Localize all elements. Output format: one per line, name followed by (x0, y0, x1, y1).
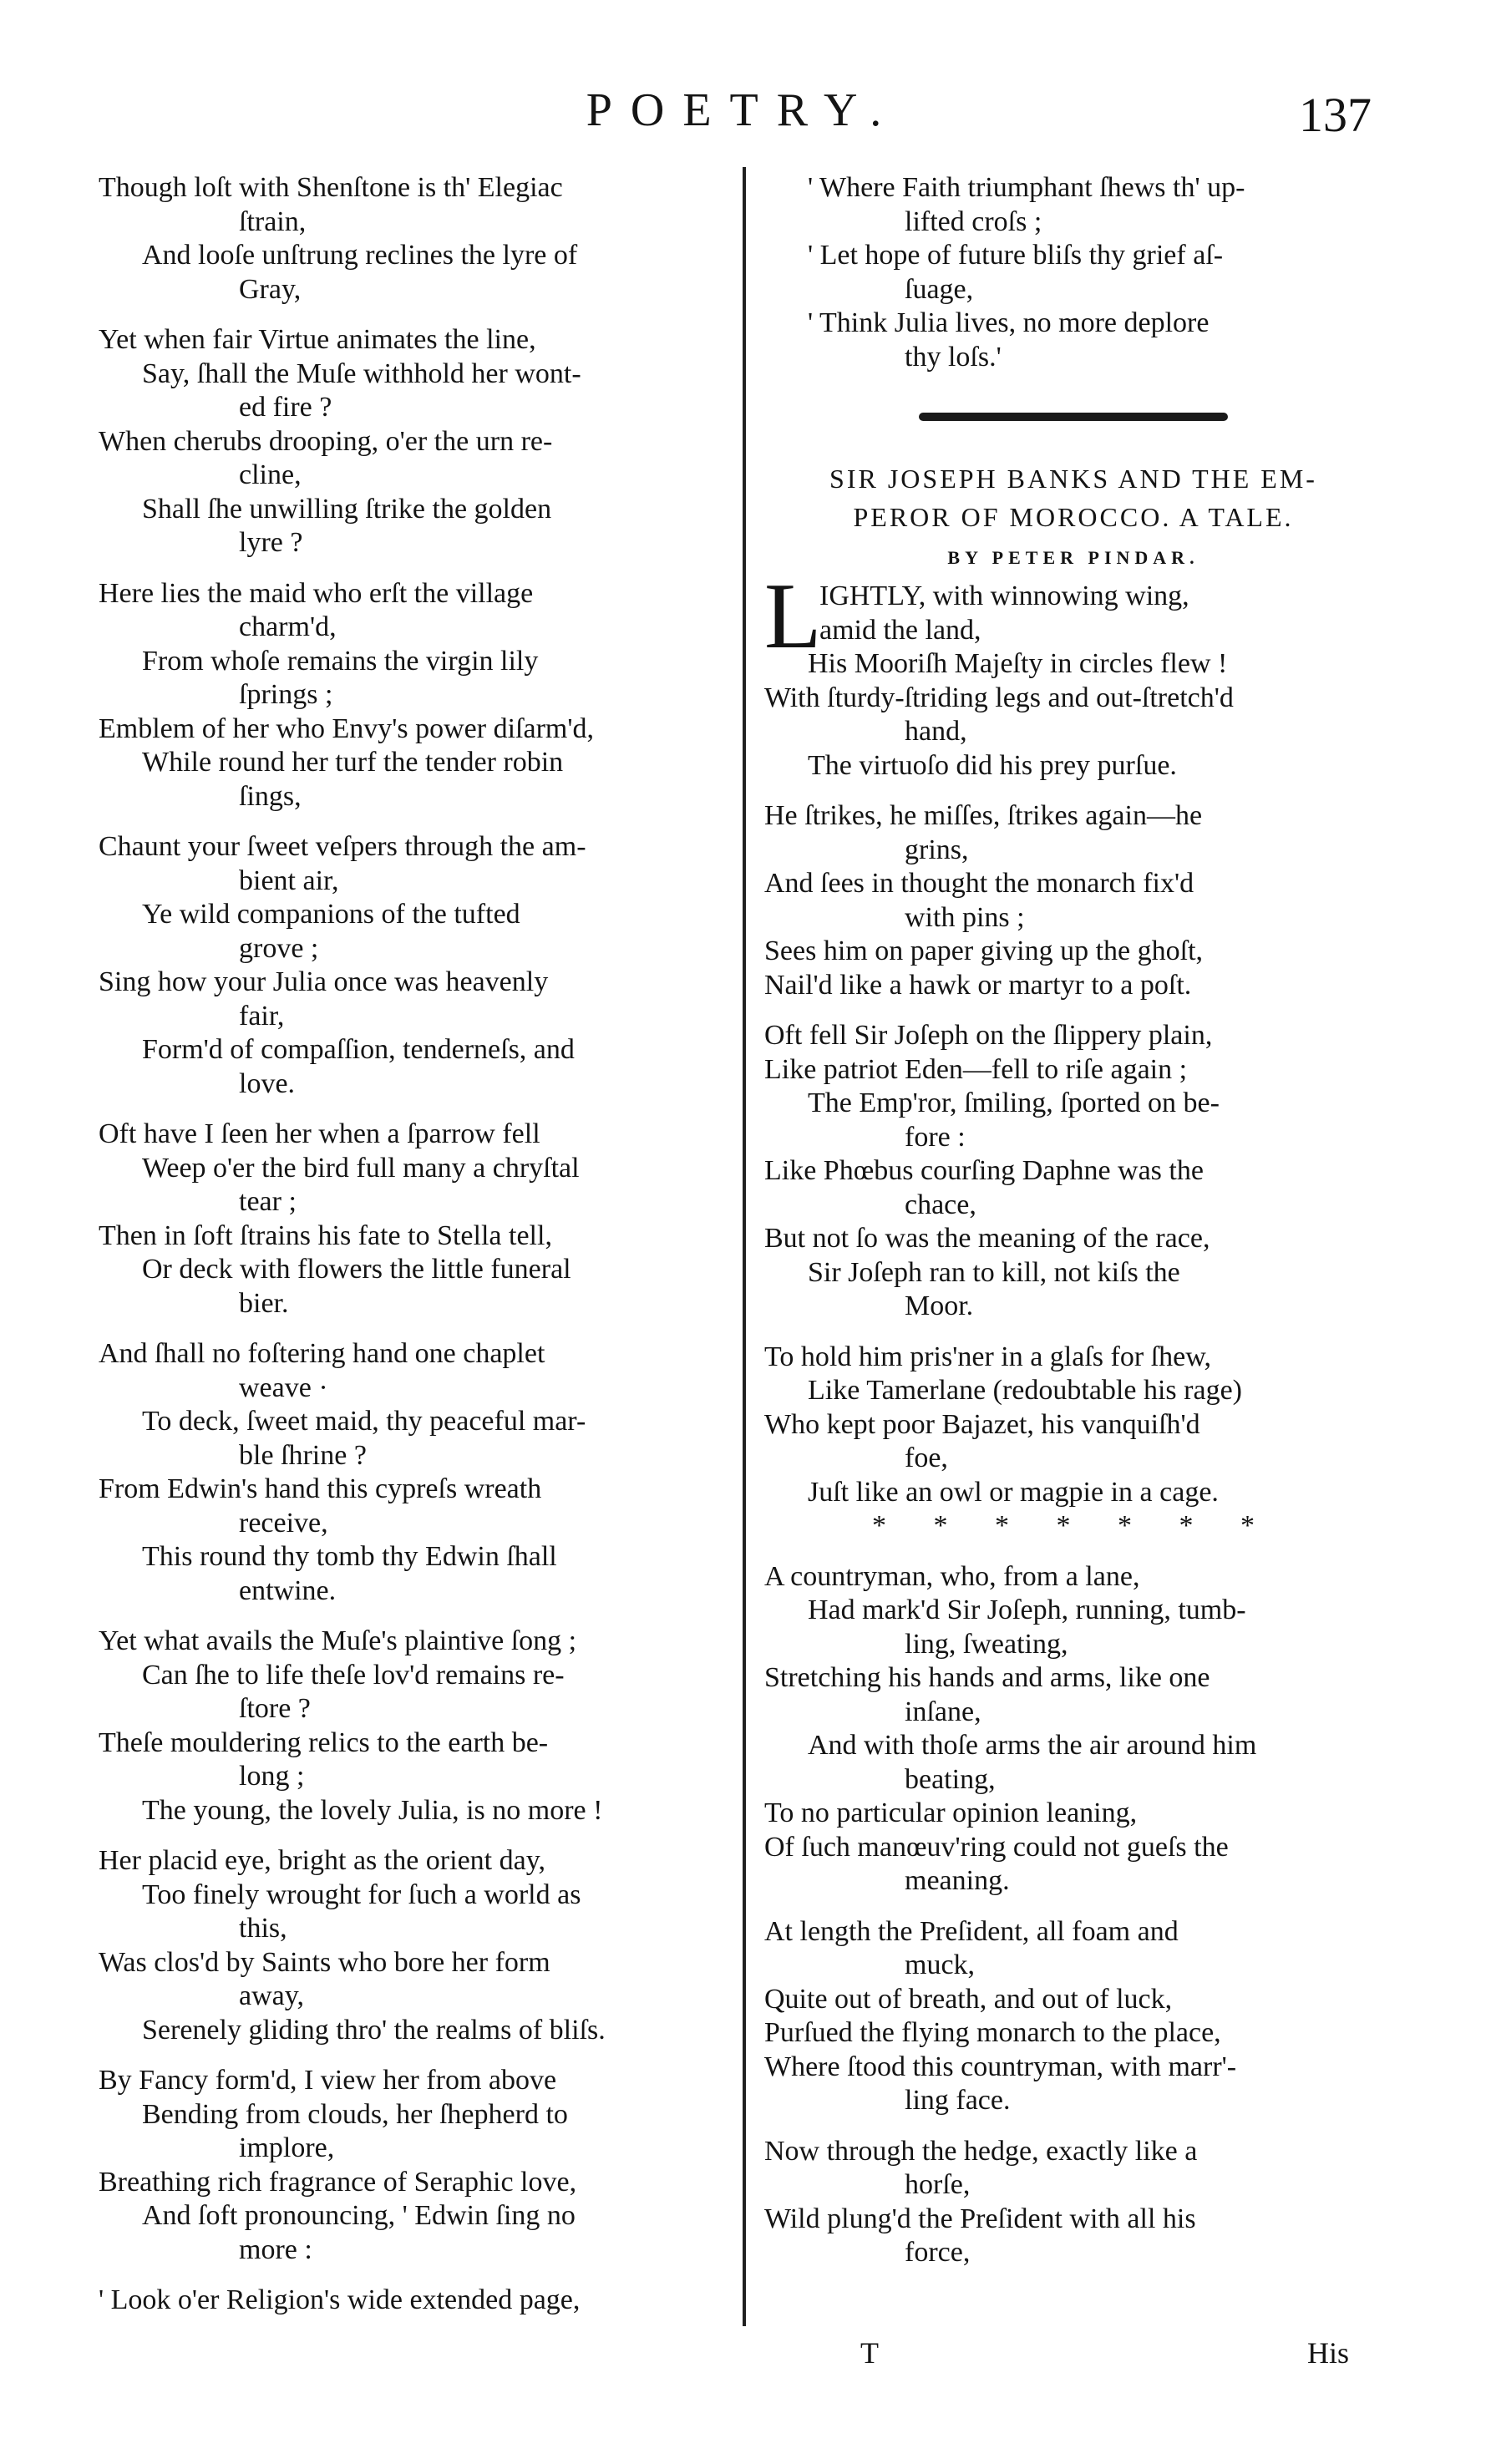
poem-line: And with thoſe arms the air around him (808, 1730, 1257, 1761)
poem-line: this, (239, 1913, 287, 1944)
poem-line: Form'd of compaſſion, tenderneſs, and (142, 1034, 575, 1065)
poem-line: lifted croſs ; (905, 205, 1042, 237)
poem-line: tear ; (239, 1186, 297, 1217)
catchword: His (1307, 2336, 1350, 2370)
poem-line: From whoſe remains the virgin lily (142, 645, 539, 677)
poem-line: Purſued the flying monarch to the place, (764, 2017, 1221, 2048)
poem-line: A countryman, who, from a lane, (764, 1560, 1140, 1592)
poem-line: His Mooriſh Majeſty in circles flew ! (808, 648, 1228, 679)
stanza-gap (764, 1899, 1382, 1915)
stanza-gap (99, 560, 713, 577)
poem-line: Ye wild companions of the tufted (142, 899, 520, 930)
poem-line: By Fancy form'd, I view her from above (99, 2065, 557, 2096)
poem-line: IGHTLY, with winnowing wing, (819, 581, 1189, 611)
poem-line: Then in ſoft ſtrains his fate to Stella tell, (99, 1219, 552, 1251)
poem-line: Emblem of her who Envy's power diſarm'd, (99, 712, 594, 744)
poem-line: But not ſo was the meaning of the race, (764, 1223, 1210, 1254)
poem-line: Moor. (905, 1290, 974, 1321)
poem-line: ' Look o'er Religion's wide extended page, (99, 2284, 581, 2315)
poem-line: beating, (905, 1763, 996, 1795)
poem-line: And ſees in thought the monarch fix'd (764, 868, 1194, 899)
poem-line: This round thy tomb thy Edwin ſhall (142, 1541, 557, 1572)
poem-line: Nail'd like a hawk or martyr to a poſt. (764, 969, 1192, 1001)
column-divider (743, 167, 746, 2326)
poem-title-line-2: PEROR OF MOROCCO. A TALE. (853, 502, 1294, 532)
stanza (99, 1118, 713, 1321)
poem-line: ling face. (905, 2085, 1011, 2116)
poem-line: Where ſtood this countryman, with marr'- (764, 2051, 1237, 2082)
stanza (764, 1019, 1382, 1324)
poem-line: Juſt like an owl or magpie in a cage. (808, 1476, 1219, 1508)
poem-line: more : (239, 2233, 312, 2265)
stanza-gap (99, 1101, 713, 1118)
poem-title-line-1: SIR JOSEPH BANKS AND THE EM- (829, 464, 1317, 494)
poem-line: ſings, (239, 780, 302, 812)
poem-line: entwine. (239, 1574, 337, 1606)
poem-line: foe, (905, 1442, 948, 1473)
poem-line: love. (239, 1067, 296, 1099)
poem-line: ed fire ? (239, 392, 332, 423)
poem-line: grove ; (239, 932, 319, 964)
stanza (99, 171, 713, 307)
stanza-gap (764, 1324, 1382, 1341)
poem-line: ble ſhrine ? (239, 1439, 367, 1471)
poem-line: muck, (905, 1949, 976, 1980)
poem-line: He ſtrikes, he miſſes, ſtrikes again—he (764, 800, 1203, 831)
poem-line: Too finely wrought for ſuch a world as (142, 1878, 581, 1910)
poem-line: bier. (239, 1287, 289, 1319)
poem-line: Quite out of breath, and out of luck, (764, 1983, 1173, 2015)
poem-line: Stretching his hands and arms, like one (764, 1662, 1210, 1693)
poem-line: And ſhall no foſtering hand one chaplet (99, 1338, 545, 1369)
poem-line: bient air, (239, 864, 339, 896)
poem-line: Her placid eye, bright as the orient day, (99, 1845, 545, 1876)
stanza (99, 1337, 713, 1608)
poem-line: fair, (239, 1000, 285, 1032)
stanza-gap (99, 1608, 713, 1625)
poem-line: The Emp'ror, ſmiling, ſported on be- (808, 1088, 1220, 1118)
poem-line: Bending from clouds, her ſhepherd to (142, 2098, 568, 2130)
stanza-gap (99, 1828, 713, 1844)
poem-line: Chaunt your ſweet veſpers through the am- (99, 831, 586, 862)
stanza (764, 1560, 1382, 1899)
poem-line: ' Where Faith triumphant ſhews th' up- (808, 172, 1245, 203)
stanza-gap (99, 307, 713, 323)
poem-line: ' Think Julia lives, no more deplore (808, 307, 1210, 338)
poem-line: Who kept poor Bajazet, his vanquiſh'd (764, 1408, 1200, 1440)
poem-line: Or deck with flowers the little funeral (142, 1254, 571, 1285)
poem-line: And ſoft pronouncing, ' Edwin ſing no (142, 2200, 576, 2231)
poem-line: Like Phœbus courſing Daphne was the (764, 1155, 1204, 1186)
stanza (99, 1625, 713, 1828)
poem-line: Like patriot Eden—fell to riſe again ; (764, 1053, 1188, 1085)
page-header (0, 77, 1486, 152)
poem-line: Was clos'd by Saints who bore her form (99, 1946, 550, 1978)
poem-line: While round her turf the tender robin (142, 747, 564, 778)
poem-line: Yet what avails the Muſe's plaintive ſong ; (99, 1625, 577, 1656)
poem-line: Yet when fair Virtue animates the line, (99, 324, 536, 355)
poem-line: Theſe mouldering relics to the earth be- (99, 1726, 549, 1758)
poem-line: ſtrain, (239, 205, 307, 237)
stanza-gap (99, 814, 713, 830)
poem-line: ſprings ; (239, 679, 333, 710)
stanza (764, 2135, 1382, 2270)
stanza (99, 323, 713, 560)
stanza-gap (99, 2047, 713, 2064)
right-column (764, 171, 1382, 2270)
poem-line: chace, (905, 1189, 976, 1220)
poem-line: The young, the lovely Julia, is no more ! (142, 1794, 603, 1826)
stanza (764, 1341, 1382, 1510)
stanza (764, 799, 1382, 1002)
stanza-group-a (764, 799, 1382, 1509)
poem-line: implore, (239, 2132, 335, 2163)
stanza (99, 2284, 713, 2318)
poem-line: Oft have I ſeen her when a ſparrow fell (99, 1118, 540, 1149)
poem-line: away, (239, 1980, 305, 2011)
poem-line: hand, (905, 716, 967, 747)
poem-line: To deck, ſweet maid, thy peaceful mar- (142, 1406, 586, 1437)
poem-line: receive, (239, 1507, 328, 1539)
poem-line: From Edwin's hand this cypreſs wreath (99, 1473, 542, 1504)
running-head: POETRY. (586, 84, 900, 136)
page-footer (0, 2332, 1486, 2382)
stanza (764, 565, 1382, 783)
poem-line: Here lies the maid who erſt the village (99, 577, 534, 609)
poem-line: To no particular opinion leaning, (764, 1797, 1138, 1828)
stanza (99, 2064, 713, 2267)
stanza-gap (764, 2118, 1382, 2135)
poem-line: When cherubs drooping, o'er the urn re- (99, 425, 553, 457)
poem-line: cline, (239, 459, 302, 490)
poem-line: inſane, (905, 1696, 981, 1727)
poem-line: ' Let hope of future bliſs thy grief aſ- (808, 240, 1224, 271)
poem-line: force, (905, 2237, 971, 2268)
poem1-continuation (764, 171, 1382, 374)
poem-line: horſe, (905, 2169, 971, 2200)
stanza (99, 577, 713, 814)
poem-line: Sees him on paper giving up the ghoſt, (764, 935, 1204, 966)
poem-line: At length the Preſident, all foam and (764, 1915, 1179, 1947)
stanza-gap (99, 2267, 713, 2284)
poem-line: Of ſuch manœuv'ring could not gueſs the (764, 1831, 1229, 1863)
poem-line: Can ſhe to life theſe lov'd remains re- (142, 1659, 565, 1691)
poem-line: charm'd, (239, 611, 337, 642)
poem-byline: BY PETER PINDAR. (947, 547, 1199, 568)
poem-line: And looſe unſtrung reclines the lyre of (142, 240, 578, 271)
poem-line: with pins ; (905, 901, 1025, 933)
poem-line: ſtore ? (239, 1693, 311, 1724)
poem-line: ſuage, (905, 273, 974, 305)
poem-line: Weep o'er the bird full many a chryſtal (142, 1152, 580, 1184)
poem-line: With ſturdy-ſtriding legs and out-ſtretch'd (764, 682, 1234, 713)
poem-line: Say, ſhall the Muſe withhold her wont- (142, 357, 581, 389)
poem-line: ling, ſweating, (905, 1628, 1068, 1660)
poem-line: Had mark'd Sir Joſeph, running, tumb- (808, 1595, 1246, 1625)
poem-line: amid the land, (819, 614, 981, 646)
poem-line: thy loſs.' (905, 341, 1002, 373)
stanza (99, 830, 713, 1101)
poem-line: Like Tamerlane (redoubtable his rage) (808, 1375, 1242, 1406)
section-stars: * * * * * * * (872, 1510, 1275, 1541)
signature-mark: T (860, 2336, 879, 2370)
stanza (99, 1844, 713, 2047)
stanza-group-b (764, 1560, 1382, 2270)
poem-line: weave · (239, 1371, 328, 1403)
stanza-gap (764, 783, 1382, 799)
drop-cap: L (764, 565, 822, 668)
left-column (99, 171, 713, 2318)
poem-line: The virtuoſo did his prey purſue. (808, 749, 1177, 781)
poem-line: Now through the hedge, exactly like a (764, 2135, 1198, 2167)
stanza (764, 1915, 1382, 2118)
poem-line: Sir Joſeph ran to kill, not kiſs the (808, 1256, 1180, 1288)
page-number: 137 (1299, 88, 1372, 142)
poem-line: fore : (905, 1121, 966, 1153)
stanza-gap (764, 1002, 1382, 1019)
poem-line: Serenely gliding thro' the realms of bliſs. (142, 2014, 606, 2046)
stanza-gap (99, 1321, 713, 1337)
poem-line: Though loſt with Shenſtone is th' Elegiac (99, 172, 563, 203)
poem-line: To hold him pris'ner in a glaſs for ſhew, (764, 1341, 1212, 1372)
poem-line: lyre ? (239, 527, 303, 558)
poem-line: Shall ſhe unwilling ſtrike the golden (142, 493, 552, 525)
poem-line: Sing how your Julia once was heavenly (99, 966, 549, 997)
poem-line: Breathing rich fragrance of Seraphic love, (99, 2166, 577, 2198)
poem-line: Wild plung'd the Preſident with all his (764, 2203, 1196, 2234)
poem-line: Oft fell Sir Joſeph on the ſlippery plain, (764, 1020, 1213, 1051)
poem-line: Gray, (239, 273, 302, 305)
poem-line: long ; (239, 1761, 305, 1792)
poem-line: meaning. (905, 1865, 1010, 1896)
section-rule (919, 413, 1228, 421)
poem-line: grins, (905, 834, 969, 865)
